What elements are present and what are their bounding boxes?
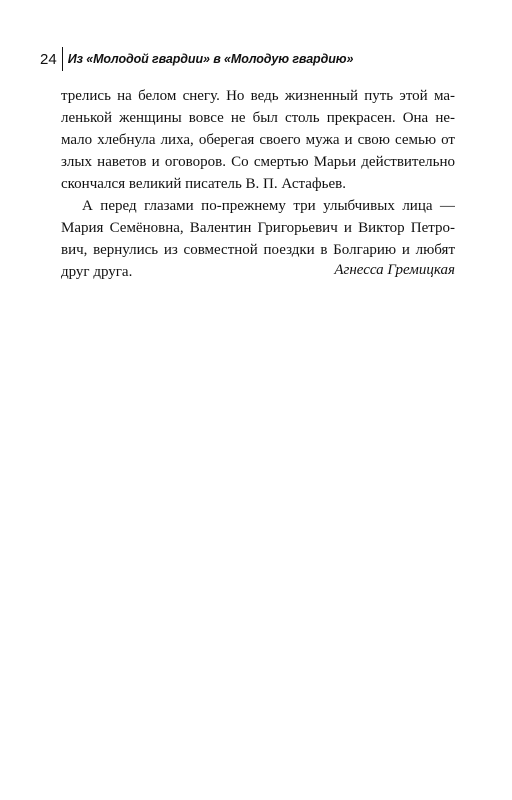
text-line: ленькой женщины вовсе не был столь прекрасен. Она не- [61, 110, 455, 126]
running-title: Из «Молодой гвардии» в «Молодую гвардию» [67, 52, 354, 66]
text-line: А перед глазами по-прежнему три улыбчивых лица — [82, 198, 455, 214]
text-line: вич, вернулись из совместной поездки в Болгарию и любят [61, 242, 455, 258]
text-line: мало хлебнула лиха, оберегая своего мужа и свою семью от [61, 132, 455, 148]
text-line: скончался великий писатель В. П. Астафьев. [61, 176, 346, 192]
main-text [61, 85, 455, 283]
text-line: злых наветов и оговоров. Со смертью Марьи действительно [61, 154, 455, 170]
text-line: друг друга. [61, 264, 133, 280]
running-header [40, 46, 353, 72]
header-divider [62, 47, 63, 71]
page-number: 24 [40, 50, 57, 68]
text-line: Мария Семёновна, Валентин Григорьевич и Виктор Петро- [61, 220, 455, 236]
paragraph-1 [61, 85, 455, 195]
author-signature: Агнесса Гремицкая [334, 262, 455, 278]
text-line: трелись на белом снегу. Но ведь жизненный путь этой ма- [61, 88, 455, 104]
